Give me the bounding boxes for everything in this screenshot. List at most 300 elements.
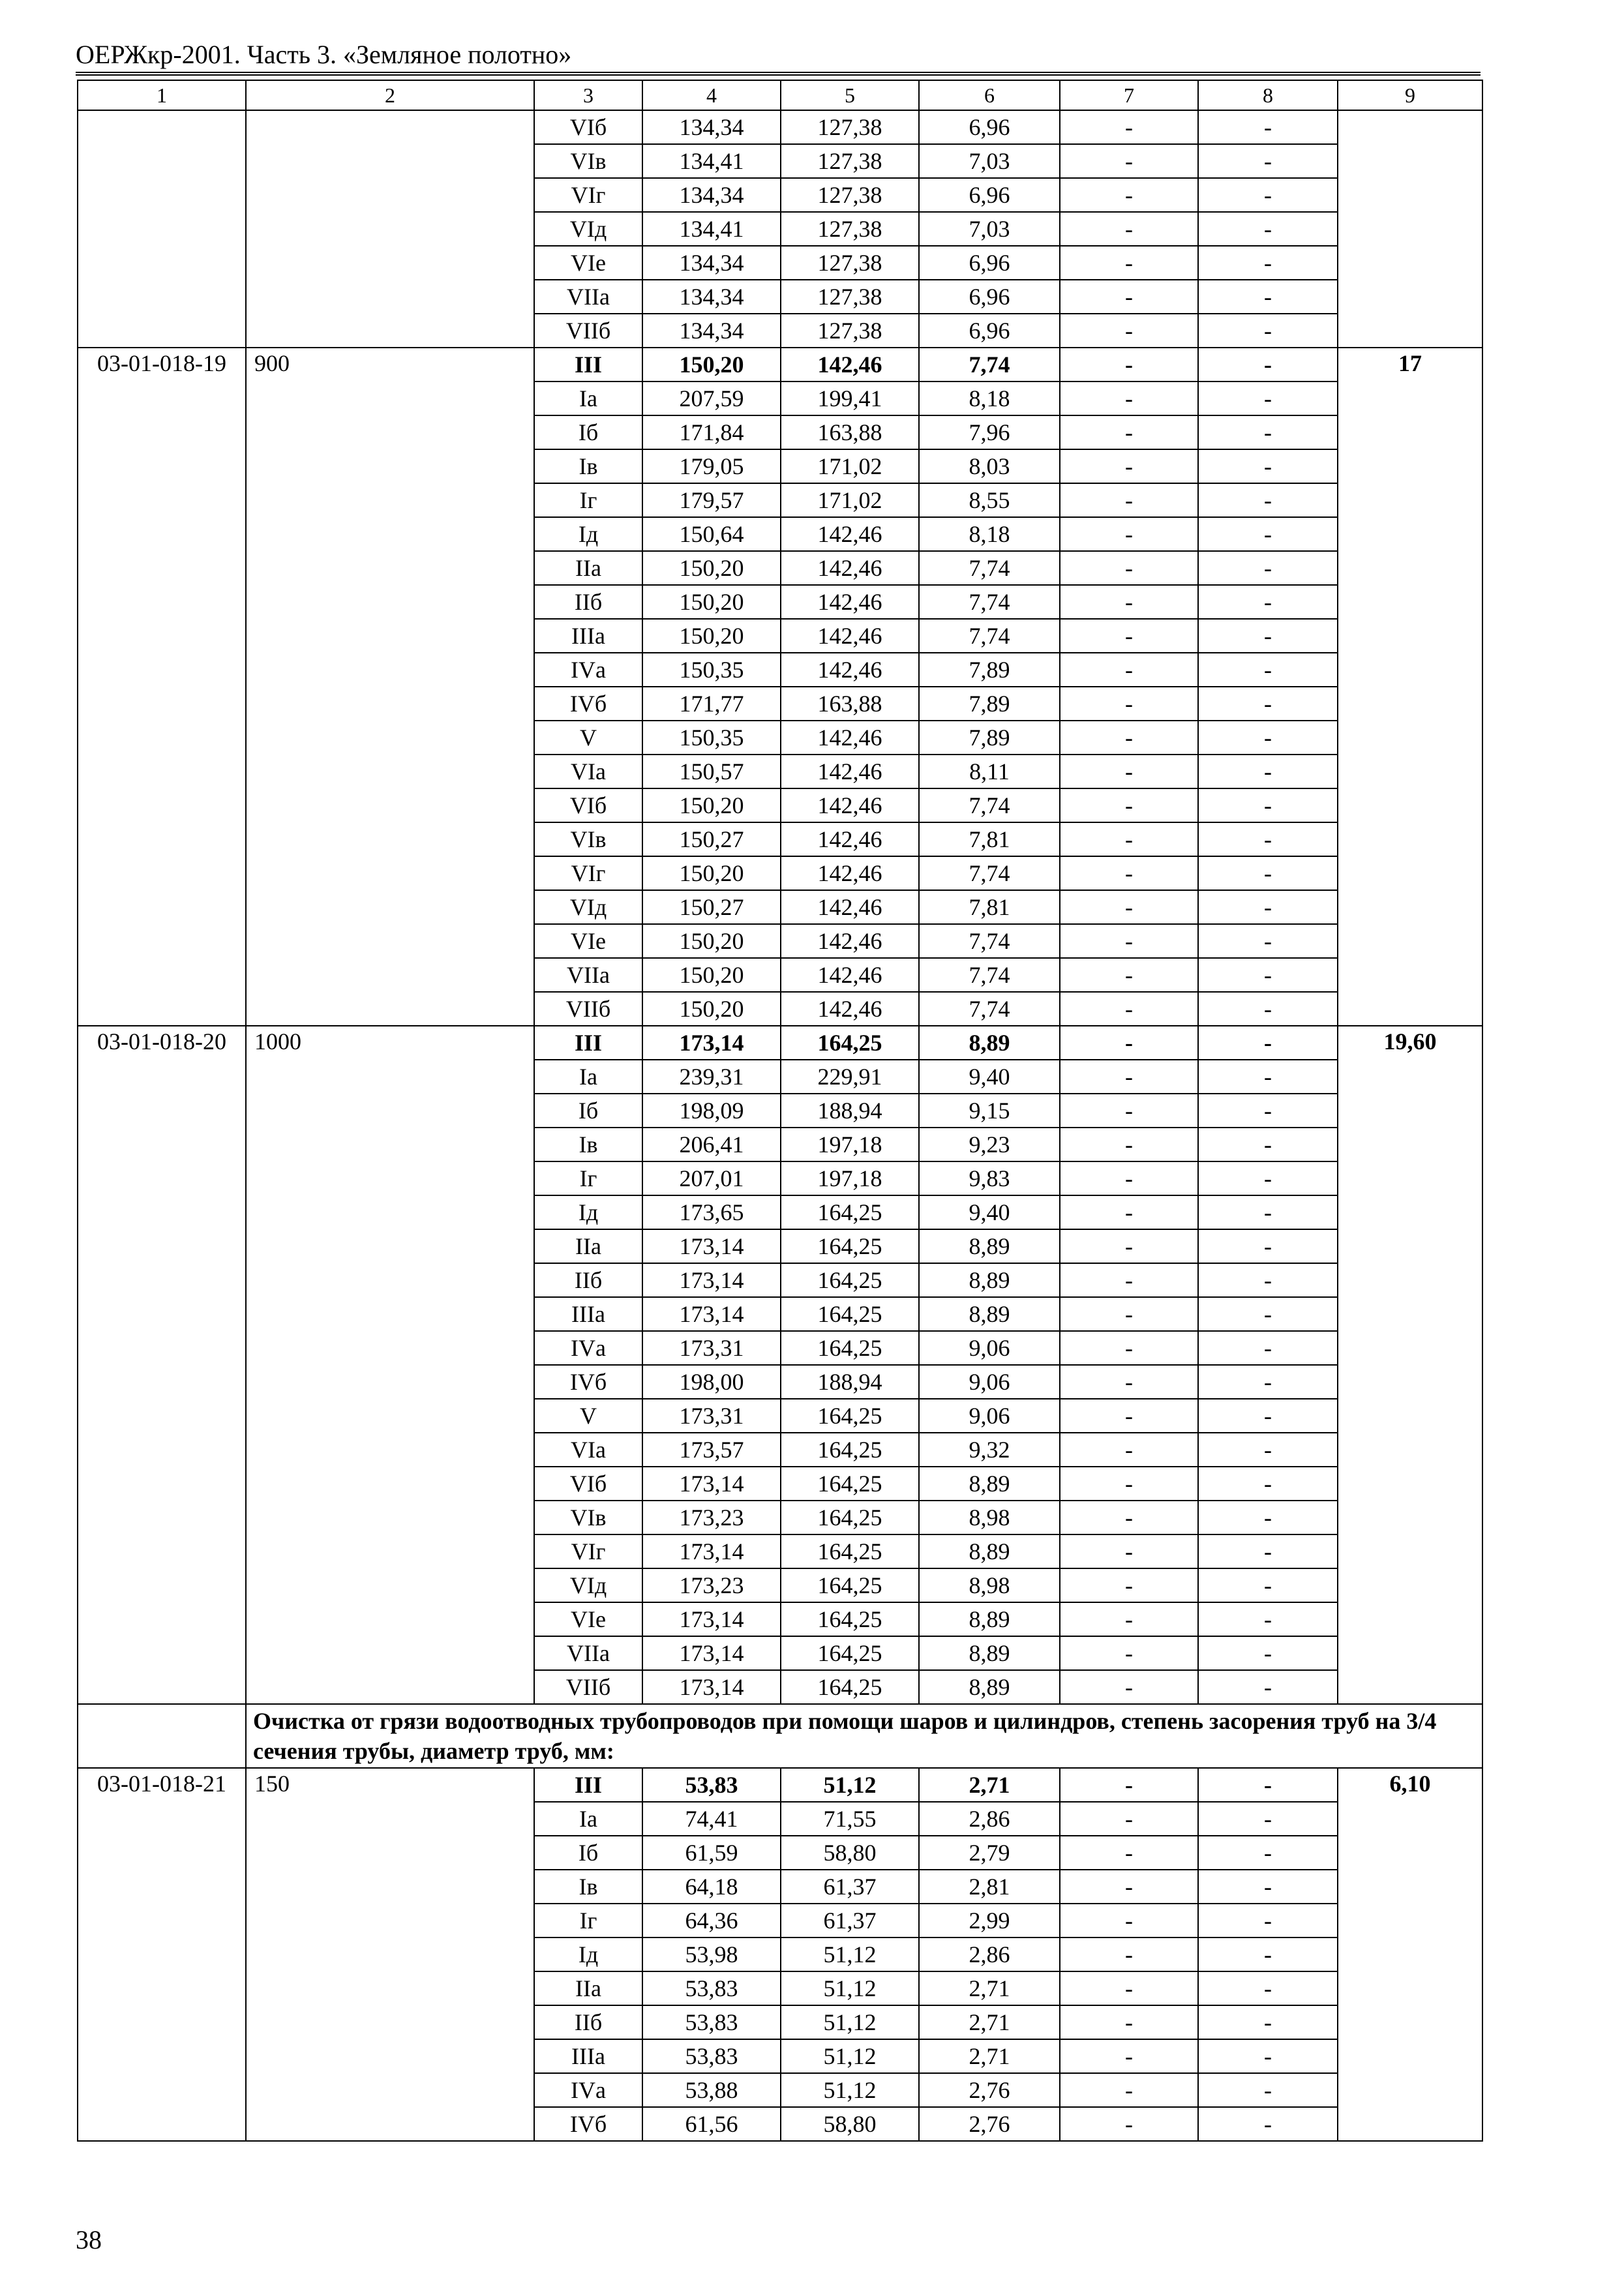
cell-size	[246, 1937, 534, 1971]
cell-total	[1338, 1399, 1482, 1433]
cell-code	[78, 755, 246, 788]
cell-code	[78, 1636, 246, 1670]
cell-total	[1338, 1568, 1482, 1602]
cell-c6: 7,89	[919, 687, 1060, 721]
table-row	[78, 382, 1482, 415]
cell-c4: 150,20	[642, 856, 781, 890]
cell-c4: 171,77	[642, 687, 781, 721]
cell-size	[246, 1229, 534, 1263]
cell-total	[1338, 1467, 1482, 1501]
cell-c4: 53,83	[642, 2039, 781, 2073]
cell-c7: -	[1060, 1026, 1198, 1060]
cell-c5: 164,25	[781, 1534, 919, 1568]
cell-c8: -	[1198, 1870, 1338, 1904]
cell-code	[78, 517, 246, 551]
cell-total	[1338, 144, 1482, 178]
cell-c4: 134,34	[642, 178, 781, 212]
cell-c7: -	[1060, 1094, 1198, 1128]
cell-total	[1338, 1195, 1482, 1229]
cell-c7: -	[1060, 1229, 1198, 1263]
cell-c7: -	[1060, 1365, 1198, 1399]
cell-c4: 173,31	[642, 1331, 781, 1365]
cell-c4: 173,57	[642, 1433, 781, 1467]
cell-c6: 9,40	[919, 1060, 1060, 1094]
table-row	[78, 1670, 1482, 1704]
cell-c7: -	[1060, 110, 1198, 144]
cell-total	[1338, 314, 1482, 348]
cell-size	[246, 755, 534, 788]
cell-c6: 7,89	[919, 653, 1060, 687]
cell-c7: -	[1060, 2005, 1198, 2039]
cell-c6: 9,15	[919, 1094, 1060, 1128]
cell-c3: VIг	[534, 1534, 642, 1568]
cell-code	[78, 1870, 246, 1904]
cell-c4: 173,14	[642, 1534, 781, 1568]
cell-size	[246, 1331, 534, 1365]
cell-c8: -	[1198, 1026, 1338, 1060]
column-number: 7	[1060, 80, 1198, 110]
cell-c3: VIб	[534, 788, 642, 822]
cell-c3: Iв	[534, 1128, 642, 1161]
cell-c3: III	[534, 348, 642, 382]
cell-c6: 7,81	[919, 890, 1060, 924]
cell-c8: -	[1198, 2073, 1338, 2107]
cell-size	[246, 1501, 534, 1534]
cell-c8: -	[1198, 1568, 1338, 1602]
cell-c8: -	[1198, 246, 1338, 280]
cell-c7: -	[1060, 517, 1198, 551]
cell-code	[78, 1937, 246, 1971]
cell-c3: VIв	[534, 822, 642, 856]
column-number: 4	[642, 80, 781, 110]
cell-c7: -	[1060, 1297, 1198, 1331]
table-row	[78, 1297, 1482, 1331]
cell-size	[246, 1128, 534, 1161]
cell-c7: -	[1060, 2039, 1198, 2073]
cell-code	[78, 1297, 246, 1331]
cell-size	[246, 2107, 534, 2141]
cell-c6: 8,98	[919, 1568, 1060, 1602]
cell-c7: -	[1060, 551, 1198, 585]
cell-c8: -	[1198, 2005, 1338, 2039]
cell-c7: -	[1060, 1904, 1198, 1937]
cell-c5: 58,80	[781, 1836, 919, 1870]
cell-c7: -	[1060, 1802, 1198, 1836]
cell-total	[1338, 1602, 1482, 1636]
cell-c7: -	[1060, 585, 1198, 619]
cell-total	[1338, 1094, 1482, 1128]
table-row	[78, 958, 1482, 992]
table-row	[78, 449, 1482, 483]
cell-c5: 197,18	[781, 1128, 919, 1161]
cell-c7: -	[1060, 1128, 1198, 1161]
cell-c5: 51,12	[781, 2073, 919, 2107]
cell-c8: -	[1198, 755, 1338, 788]
cell-size	[246, 449, 534, 483]
cell-c3: IVа	[534, 2073, 642, 2107]
cell-c8: -	[1198, 1060, 1338, 1094]
page-header: ОЕРЖкр-2001. Часть 3. «Земляное полотно»	[76, 38, 1481, 73]
cell-c7: -	[1060, 619, 1198, 653]
cell-total	[1338, 619, 1482, 653]
cell-c6: 2,86	[919, 1802, 1060, 1836]
cell-size	[246, 178, 534, 212]
cell-c6: 8,89	[919, 1670, 1060, 1704]
cell-c8: -	[1198, 415, 1338, 449]
cell-c4: 150,20	[642, 788, 781, 822]
cell-c3: VIIа	[534, 280, 642, 314]
cell-c6: 7,03	[919, 212, 1060, 246]
cell-size	[246, 2005, 534, 2039]
cell-size	[246, 2039, 534, 2073]
table-row	[78, 1937, 1482, 1971]
cell-c3: VIе	[534, 246, 642, 280]
cell-c4: 173,14	[642, 1263, 781, 1297]
cell-c4: 134,34	[642, 246, 781, 280]
cell-total	[1338, 1534, 1482, 1568]
cell-c6: 8,18	[919, 517, 1060, 551]
cell-c6: 9,83	[919, 1161, 1060, 1195]
cell-c8: -	[1198, 517, 1338, 551]
cell-size: 150	[246, 1768, 534, 1802]
cell-c3: VIг	[534, 856, 642, 890]
column-number: 1	[78, 80, 246, 110]
cell-c8: -	[1198, 1331, 1338, 1365]
cell-c3: IIб	[534, 585, 642, 619]
cell-c7: -	[1060, 890, 1198, 924]
cell-code	[78, 1802, 246, 1836]
cell-c4: 198,09	[642, 1094, 781, 1128]
cell-c4: 134,34	[642, 280, 781, 314]
cell-c7: -	[1060, 1602, 1198, 1636]
cell-size	[246, 483, 534, 517]
cell-size	[246, 822, 534, 856]
cell-total: 19,60	[1338, 1026, 1482, 1060]
cell-total	[1338, 1870, 1482, 1904]
cell-c3: IIIа	[534, 1297, 642, 1331]
cell-c6: 9,32	[919, 1433, 1060, 1467]
table-row	[78, 1768, 1482, 1802]
cell-c5: 51,12	[781, 2039, 919, 2073]
table-row	[78, 1060, 1482, 1094]
cell-c5: 142,46	[781, 958, 919, 992]
cell-c3: VIд	[534, 890, 642, 924]
cell-total	[1338, 178, 1482, 212]
cell-c8: -	[1198, 721, 1338, 755]
cell-code	[78, 687, 246, 721]
cell-total	[1338, 1433, 1482, 1467]
cell-c3: IVб	[534, 1365, 642, 1399]
cell-c5: 142,46	[781, 517, 919, 551]
cell-c7: -	[1060, 822, 1198, 856]
cell-c3: VIб	[534, 1467, 642, 1501]
cell-c8: -	[1198, 2107, 1338, 2141]
cell-size	[246, 1195, 534, 1229]
cell-c4: 150,27	[642, 890, 781, 924]
cell-code: 03-01-018-19	[78, 348, 246, 382]
cell-c5: 199,41	[781, 382, 919, 415]
table-row	[78, 1026, 1482, 1060]
table-row	[78, 1904, 1482, 1937]
cell-c3: Iд	[534, 1195, 642, 1229]
cell-c7: -	[1060, 653, 1198, 687]
cell-c4: 134,34	[642, 314, 781, 348]
column-number-row	[78, 80, 1482, 110]
cell-c4: 150,20	[642, 551, 781, 585]
cell-size	[246, 958, 534, 992]
cell-c5: 142,46	[781, 721, 919, 755]
cell-size	[246, 856, 534, 890]
table-row	[78, 1870, 1482, 1904]
cell-c3: Iд	[534, 517, 642, 551]
cell-c5: 164,25	[781, 1331, 919, 1365]
table-row	[78, 2107, 1482, 2141]
cell-c3: VIе	[534, 924, 642, 958]
cell-c6: 6,96	[919, 110, 1060, 144]
cell-c4: 150,57	[642, 755, 781, 788]
cell-c4: 53,83	[642, 1971, 781, 2005]
cell-c7: -	[1060, 992, 1198, 1026]
cell-c4: 150,20	[642, 585, 781, 619]
cell-c6: 6,96	[919, 314, 1060, 348]
cell-c5: 127,38	[781, 110, 919, 144]
cell-size	[246, 1836, 534, 1870]
cell-total	[1338, 721, 1482, 755]
cell-c6: 7,89	[919, 721, 1060, 755]
cell-total	[1338, 2073, 1482, 2107]
cell-size	[246, 890, 534, 924]
cell-c5: 164,25	[781, 1026, 919, 1060]
cell-c6: 9,40	[919, 1195, 1060, 1229]
table-body	[78, 80, 1482, 2141]
cell-total	[1338, 1802, 1482, 1836]
cell-size: 900	[246, 348, 534, 382]
table-row	[78, 280, 1482, 314]
cell-c8: -	[1198, 348, 1338, 382]
cell-c5: 171,02	[781, 449, 919, 483]
cell-c7: -	[1060, 246, 1198, 280]
cell-c3: IIа	[534, 1971, 642, 2005]
table-row	[78, 110, 1482, 144]
cell-total	[1338, 212, 1482, 246]
cell-c6: 8,18	[919, 382, 1060, 415]
cell-c8: -	[1198, 212, 1338, 246]
cell-total	[1338, 1297, 1482, 1331]
cell-c5: 142,46	[781, 890, 919, 924]
cell-c4: 150,20	[642, 958, 781, 992]
cell-c3: V	[534, 721, 642, 755]
cell-c4: 134,41	[642, 212, 781, 246]
cell-code	[78, 483, 246, 517]
cell-c6: 9,06	[919, 1331, 1060, 1365]
cell-c6: 7,74	[919, 585, 1060, 619]
cell-c5: 164,25	[781, 1501, 919, 1534]
cell-c7: -	[1060, 1433, 1198, 1467]
cell-size	[246, 1636, 534, 1670]
cell-c4: 150,20	[642, 619, 781, 653]
cell-c6: 2,71	[919, 1768, 1060, 1802]
cell-c4: 61,56	[642, 2107, 781, 2141]
cell-c5: 127,38	[781, 246, 919, 280]
cell-c6: 8,89	[919, 1602, 1060, 1636]
cell-code: 03-01-018-20	[78, 1026, 246, 1060]
cell-c3: IIIа	[534, 619, 642, 653]
table-row	[78, 178, 1482, 212]
cell-c6: 6,96	[919, 178, 1060, 212]
cell-size	[246, 517, 534, 551]
cell-c7: -	[1060, 1060, 1198, 1094]
cell-size: 1000	[246, 1026, 534, 1060]
cell-c5: 142,46	[781, 585, 919, 619]
cell-code	[78, 415, 246, 449]
cell-c6: 8,89	[919, 1263, 1060, 1297]
table-row	[78, 1971, 1482, 2005]
cell-c5: 51,12	[781, 1937, 919, 1971]
cell-c4: 171,84	[642, 415, 781, 449]
cell-c7: -	[1060, 1467, 1198, 1501]
cell-c8: -	[1198, 1836, 1338, 1870]
cell-c7: -	[1060, 1870, 1198, 1904]
cell-size	[246, 144, 534, 178]
cell-size	[246, 585, 534, 619]
cell-c7: -	[1060, 958, 1198, 992]
cell-total	[1338, 992, 1482, 1026]
cell-size	[246, 653, 534, 687]
cell-c8: -	[1198, 653, 1338, 687]
table-row	[78, 2039, 1482, 2073]
table-row	[78, 1161, 1482, 1195]
cell-total	[1338, 1128, 1482, 1161]
cell-total	[1338, 755, 1482, 788]
cell-size	[246, 619, 534, 653]
cell-c7: -	[1060, 415, 1198, 449]
column-number: 3	[534, 80, 642, 110]
cell-c8: -	[1198, 144, 1338, 178]
cell-c3: Iа	[534, 1802, 642, 1836]
cell-c4: 134,41	[642, 144, 781, 178]
cell-c6: 6,96	[919, 246, 1060, 280]
cell-c5: 142,46	[781, 619, 919, 653]
cell-c6: 7,81	[919, 822, 1060, 856]
table-row	[78, 144, 1482, 178]
cell-c4: 173,31	[642, 1399, 781, 1433]
cell-c8: -	[1198, 1195, 1338, 1229]
table-row	[78, 1802, 1482, 1836]
cell-code	[78, 721, 246, 755]
cell-code	[78, 551, 246, 585]
cell-c8: -	[1198, 110, 1338, 144]
section-title: Очистка от грязи водоотводных трубопроводов при помощи шаров и цилиндров, степень засорения труб на 3/4 сечения трубы, диаметр труб, мм:	[246, 1704, 1482, 1768]
cell-c8: -	[1198, 890, 1338, 924]
cell-total	[1338, 585, 1482, 619]
table-row	[78, 585, 1482, 619]
cell-total	[1338, 110, 1482, 144]
cell-c8: -	[1198, 314, 1338, 348]
cell-code	[78, 1331, 246, 1365]
cell-code	[78, 1467, 246, 1501]
cell-c7: -	[1060, 1568, 1198, 1602]
table-row	[78, 2005, 1482, 2039]
cell-size	[246, 1568, 534, 1602]
cell-c8: -	[1198, 1399, 1338, 1433]
cell-size	[246, 1904, 534, 1937]
cell-c7: -	[1060, 1331, 1198, 1365]
cell-c3: VIв	[534, 1501, 642, 1534]
cell-c8: -	[1198, 992, 1338, 1026]
cell-total	[1338, 1836, 1482, 1870]
cell-c5: 127,38	[781, 144, 919, 178]
cell-c4: 179,05	[642, 449, 781, 483]
cell-c4: 53,98	[642, 1937, 781, 1971]
cell-c5: 71,55	[781, 1802, 919, 1836]
cell-size	[246, 924, 534, 958]
cell-c4: 207,59	[642, 382, 781, 415]
cell-c7: -	[1060, 1670, 1198, 1704]
cell-size	[246, 721, 534, 755]
cell-c8: -	[1198, 1937, 1338, 1971]
cell-code	[78, 2107, 246, 2141]
cell-c5: 197,18	[781, 1161, 919, 1195]
cell-code	[78, 1229, 246, 1263]
cell-c5: 142,46	[781, 856, 919, 890]
cell-c5: 51,12	[781, 1971, 919, 2005]
cell-c8: -	[1198, 619, 1338, 653]
cell-c4: 173,14	[642, 1229, 781, 1263]
cell-c5: 164,25	[781, 1636, 919, 1670]
cell-c3: VIIб	[534, 314, 642, 348]
cell-c5: 229,91	[781, 1060, 919, 1094]
cell-c5: 163,88	[781, 415, 919, 449]
cell-c5: 188,94	[781, 1094, 919, 1128]
cell-code	[78, 1904, 246, 1937]
cell-c7: -	[1060, 788, 1198, 822]
cell-c4: 239,31	[642, 1060, 781, 1094]
table-row	[78, 246, 1482, 280]
cell-c6: 2,71	[919, 1971, 1060, 2005]
cell-size	[246, 212, 534, 246]
cell-c3: Iб	[534, 1094, 642, 1128]
cell-c5: 142,46	[781, 992, 919, 1026]
cell-c8: -	[1198, 551, 1338, 585]
cell-total	[1338, 1904, 1482, 1937]
cell-code	[78, 178, 246, 212]
cell-c3: Iб	[534, 1836, 642, 1870]
cell-c3: VIв	[534, 144, 642, 178]
cell-size	[246, 1060, 534, 1094]
cell-size	[246, 1094, 534, 1128]
cell-c8: -	[1198, 449, 1338, 483]
cell-c4: 173,23	[642, 1501, 781, 1534]
cell-c8: -	[1198, 822, 1338, 856]
cell-c6: 8,11	[919, 755, 1060, 788]
cell-c7: -	[1060, 178, 1198, 212]
cell-size	[246, 280, 534, 314]
cell-c7: -	[1060, 1399, 1198, 1433]
cell-code	[78, 958, 246, 992]
cell-code	[78, 822, 246, 856]
cell-c8: -	[1198, 1768, 1338, 1802]
cell-code	[78, 924, 246, 958]
cell-code	[78, 1060, 246, 1094]
cell-c4: 134,34	[642, 110, 781, 144]
cell-c6: 9,06	[919, 1365, 1060, 1399]
cell-c6: 2,99	[919, 1904, 1060, 1937]
cell-c6: 8,89	[919, 1534, 1060, 1568]
cell-c3: IIа	[534, 551, 642, 585]
cell-code	[78, 1971, 246, 2005]
cell-c5: 61,37	[781, 1904, 919, 1937]
cell-c7: -	[1060, 1636, 1198, 1670]
